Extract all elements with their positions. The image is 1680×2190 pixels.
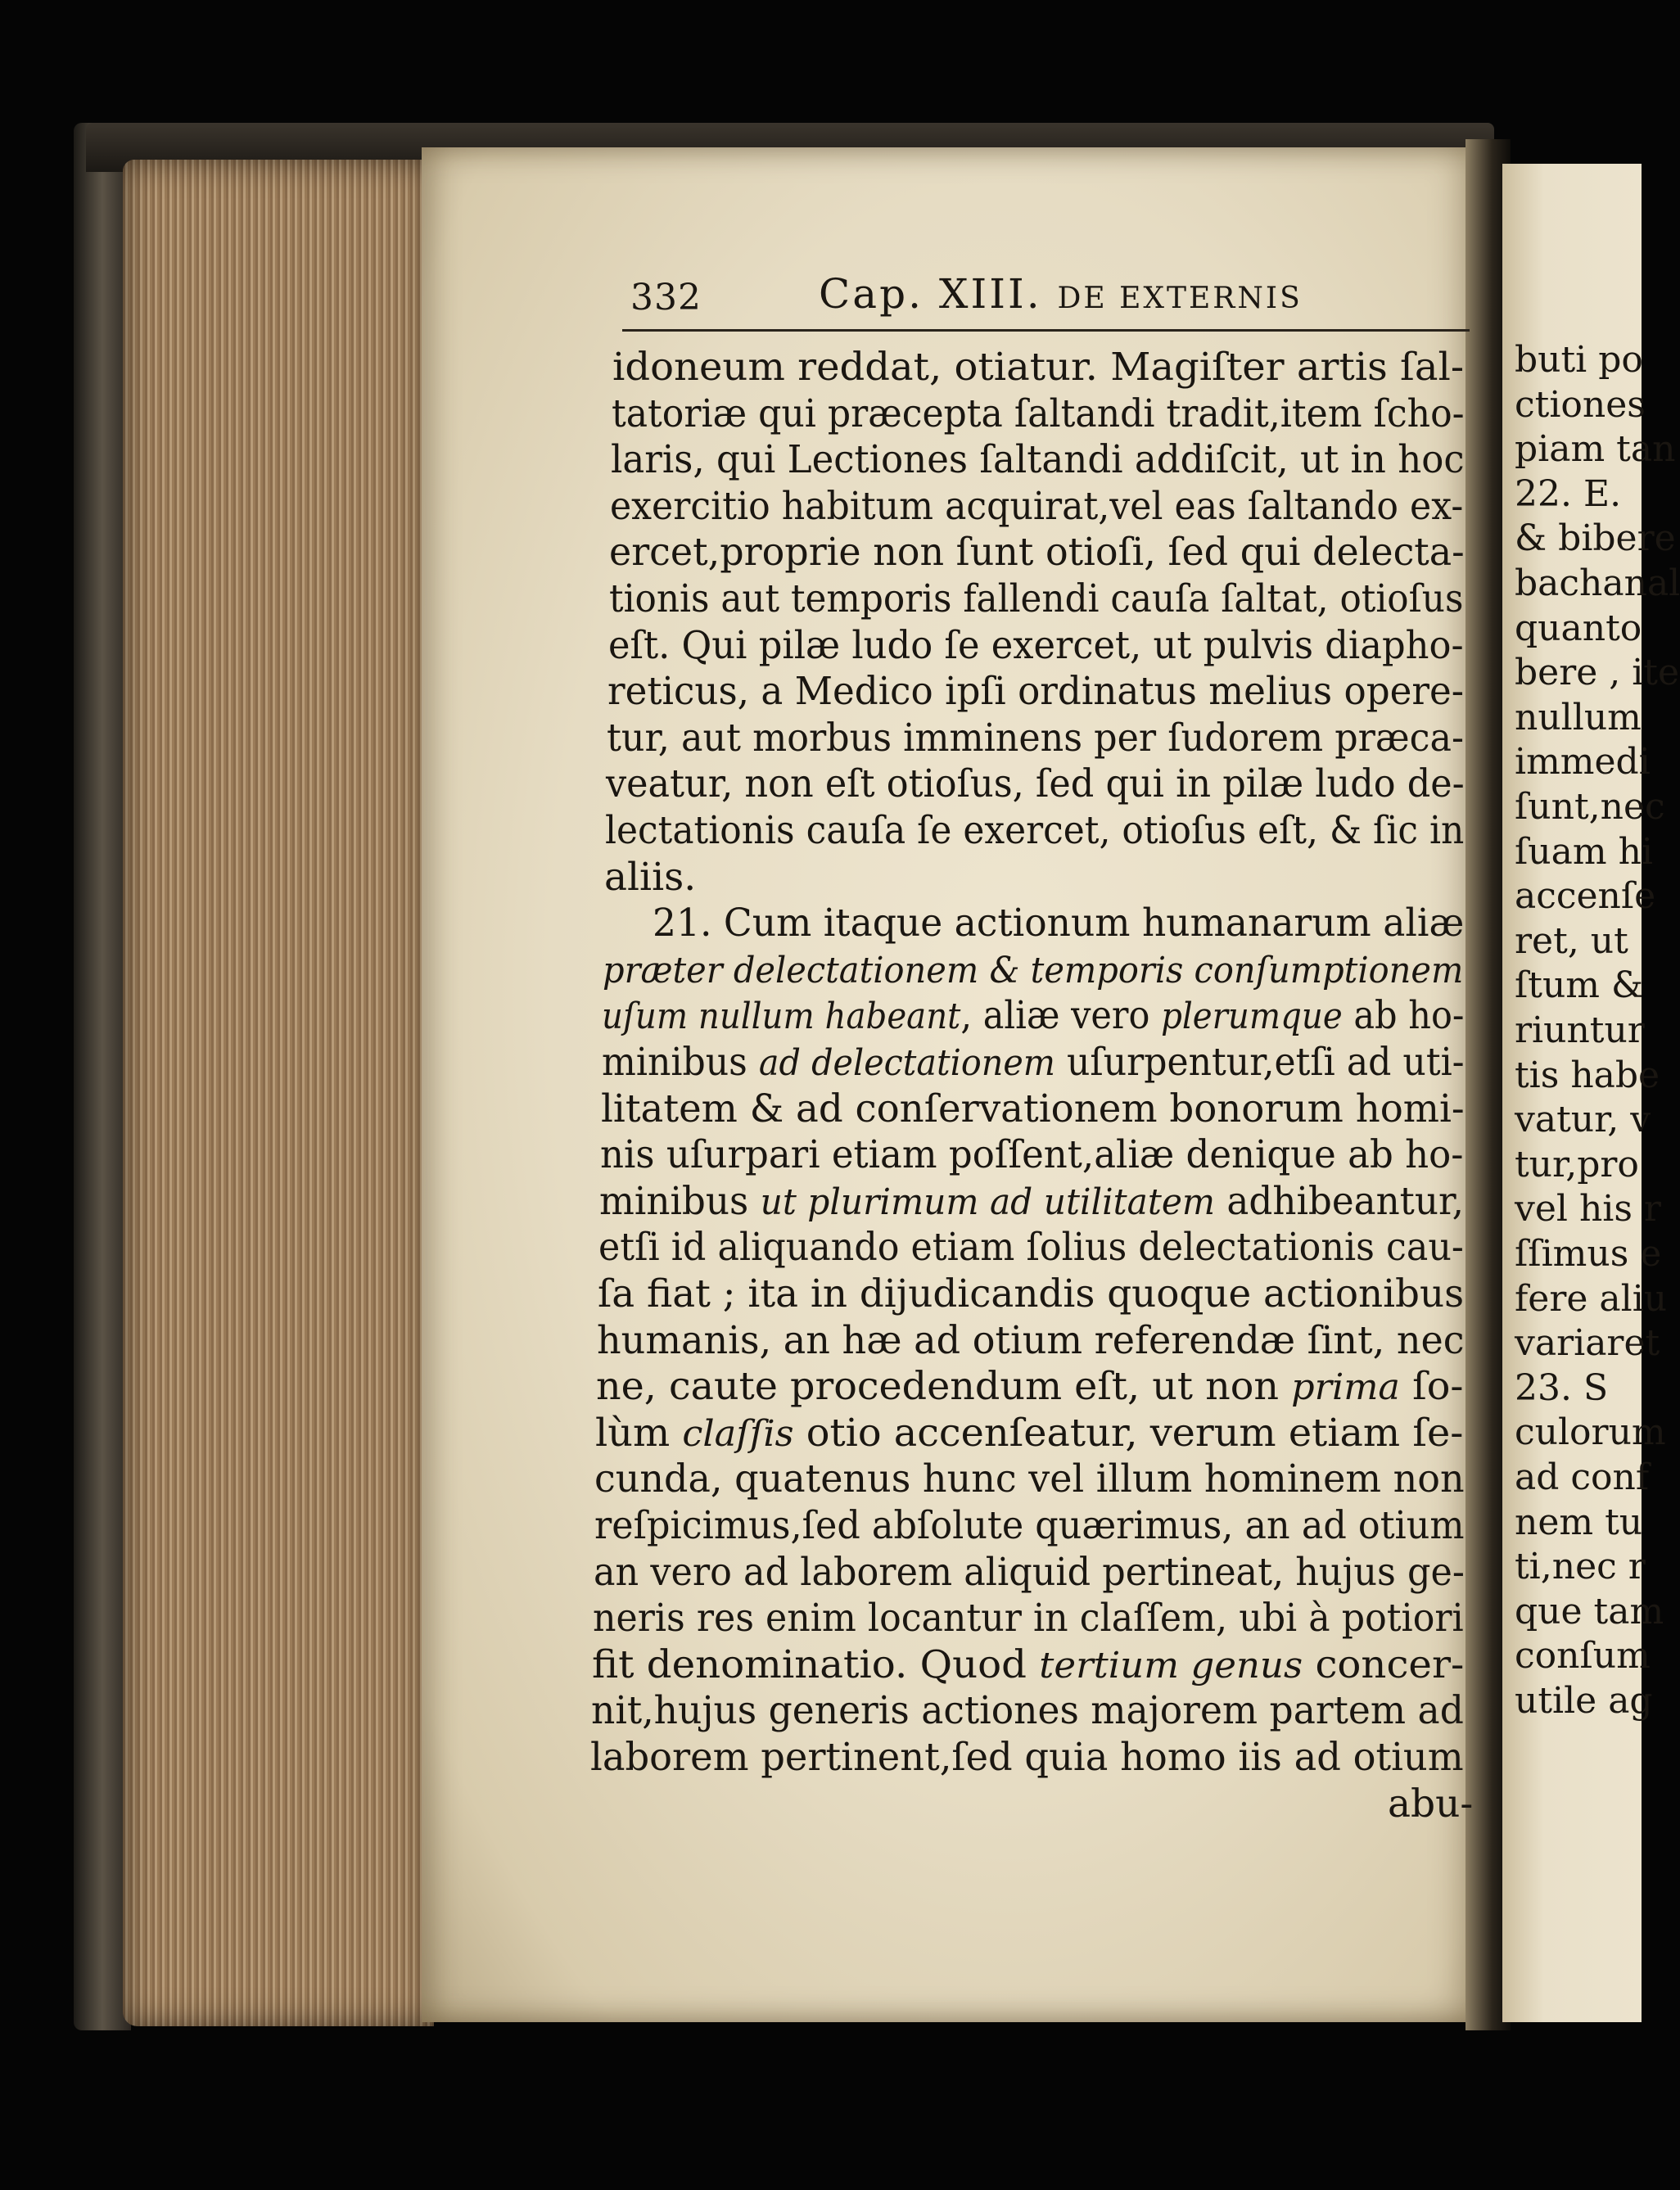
right-text-line: bachanal [1515, 562, 1680, 604]
text-segment: adhibeantur, [1215, 1178, 1465, 1224]
right-text-line: vel his r [1515, 1188, 1661, 1230]
right-text-line: immedi [1515, 741, 1651, 783]
text-line [592, 1641, 1465, 1687]
right-text-line: bere , ite [1515, 652, 1680, 694]
chapter-heading [819, 270, 1303, 318]
text-line: nis uſurpari etiam poſſent,aliæ denique ab ho- [600, 1132, 1464, 1178]
text-line: ſa fiat ; ita in dijudicandis quoque actionibus [598, 1271, 1465, 1316]
right-text-line: que tam [1515, 1590, 1664, 1632]
text-segment: tertium genus [1039, 1644, 1303, 1687]
right-text-line: & bibere [1515, 517, 1676, 560]
text-line: an vero ad laborem aliquid pertineat, hujus ge- [594, 1549, 1465, 1595]
right-text-line: tur,pro [1515, 1143, 1639, 1185]
right-text-line: conſum [1515, 1635, 1651, 1677]
text-line: 21. Cum itaque actionum humanarum aliæ [653, 901, 1465, 946]
right-text-line: utile ag [1515, 1680, 1653, 1722]
right-text-line: fere aliu [1515, 1277, 1668, 1320]
text-line: humanis, an hæ ad otium referendæ ſint, nec [597, 1317, 1465, 1363]
text-line: veatur, non eſt otioſus, ſed qui in pilæ ludo de- [606, 761, 1465, 807]
text-segment: ne, caute procedendum eſt, ut non [596, 1364, 1292, 1410]
right-text-line: ctiones [1515, 383, 1646, 426]
text-segment: plerumque [1161, 996, 1343, 1038]
text-line [603, 951, 1463, 989]
text-segment: otio accenſeatur, verum etiam ſe- [793, 1410, 1464, 1456]
right-text-line: ret, ut [1515, 919, 1628, 962]
right-text-line: accenſe [1515, 875, 1656, 918]
text-segment: concer- [1303, 1641, 1465, 1687]
text-line: exercitio habitum acquirat,vel eas ſaltando ex- [610, 483, 1464, 529]
text-segment: uſum nullum habeant [602, 996, 961, 1038]
text-line [599, 1178, 1465, 1224]
text-line [602, 1040, 1465, 1085]
right-text-line: nem tu [1515, 1501, 1643, 1543]
text-line: neris res enim locantur in claſſem, ubi à potiori [593, 1596, 1464, 1641]
text-segment: prima [1291, 1366, 1400, 1409]
text-line: idoneum reddat, otiatur. Magiſter artis ſal- [612, 345, 1465, 390]
text-segment: , aliæ vero [960, 993, 1162, 1039]
right-text-line: ſuam hi [1515, 830, 1653, 873]
text-segment: præter delectationem & temporis conſumptionem [603, 949, 1464, 991]
text-segment: minibus [599, 1178, 761, 1224]
text-line: reticus, a Medico ipſi ordinatus melius opere- [607, 669, 1465, 715]
right-text-line: ſunt,nec [1515, 786, 1665, 828]
text-segment: uſurpentur,etſi ad uti- [1055, 1040, 1465, 1085]
text-line: abu- [1388, 1781, 1474, 1827]
text-line: laborem pertinent,ſed quia homo iis ad otium [590, 1735, 1464, 1780]
text-line [595, 1410, 1464, 1456]
right-text-line: vatur, v [1515, 1099, 1651, 1141]
right-text-line: tis habe [1515, 1054, 1660, 1096]
right-text-line: ſſimus e [1515, 1233, 1662, 1275]
text-line: laris, qui Lectiones ſaltandi addiſcit, ut in hoc [611, 437, 1465, 483]
text-segment: lùm [595, 1410, 683, 1456]
chapter-label: Cap. XIII. [819, 270, 1042, 318]
text-line: eſt. Qui pilæ ludo ſe exercet, ut pulvis diapho- [608, 622, 1464, 668]
text-segment: ut plurimum ad utilitatem [760, 1181, 1216, 1223]
text-line: tatoriæ qui præcepta ſaltandi tradit,item ſcho- [612, 391, 1465, 436]
text-line [602, 993, 1465, 1039]
text-line: aliis. [604, 854, 697, 900]
text-line: etſi id aliquando etiam ſolius delectationis cau- [598, 1225, 1464, 1271]
text-line: cunda, quatenus hunc vel illum hominem non [594, 1456, 1465, 1502]
header-rule [622, 329, 1470, 332]
text-line [596, 1364, 1464, 1410]
text-segment: ab ho- [1342, 993, 1465, 1039]
text-line: tur, aut morbus imminens per ſudorem præca- [607, 715, 1464, 761]
right-text-line: culorum [1515, 1411, 1666, 1454]
text-line: tionis aut temporis fallendi cauſa ſaltat, otioſus [609, 576, 1464, 621]
page-number: 332 [630, 277, 702, 318]
section-label: DE EXTERNIS [1057, 282, 1303, 315]
text-segment: minibus [602, 1040, 759, 1085]
right-text-line: ad conf [1515, 1456, 1650, 1498]
text-line: litatem & ad conſervationem bonorum homi- [601, 1086, 1465, 1131]
text-line: reſpicimus,ſed abſolute quærimus, an ad otium [594, 1503, 1465, 1548]
right-text-line: piam tan [1515, 428, 1676, 471]
text-segment: fit denominatio. Quod [592, 1641, 1040, 1687]
text-segment: ad delectationem [758, 1042, 1055, 1084]
right-text-line: ti,nec r [1515, 1546, 1646, 1588]
text-line: nit,hujus generis actiones majorem partem ad [591, 1688, 1464, 1734]
right-text-line: 22. E. [1515, 472, 1622, 515]
right-text-line: 23. S [1515, 1366, 1609, 1409]
book-page-block [123, 160, 434, 2026]
running-head [630, 270, 1482, 327]
right-text-line: quanto [1515, 607, 1642, 649]
right-text-line: ſtum & [1515, 964, 1644, 1007]
right-text-line: buti po [1515, 339, 1643, 381]
text-segment: ſo- [1399, 1364, 1464, 1410]
right-text-line: riuntur [1515, 1009, 1645, 1051]
text-line: lectationis cauſa ſe exercet, otioſus eſt, & ſic in [605, 808, 1465, 853]
right-text-line: variaret [1515, 1322, 1660, 1365]
text-line: ercet,proprie non ſunt otioſi, ſed qui delecta- [609, 530, 1465, 576]
right-text-line: nullum [1515, 696, 1642, 738]
text-segment: claſſis [682, 1412, 794, 1455]
